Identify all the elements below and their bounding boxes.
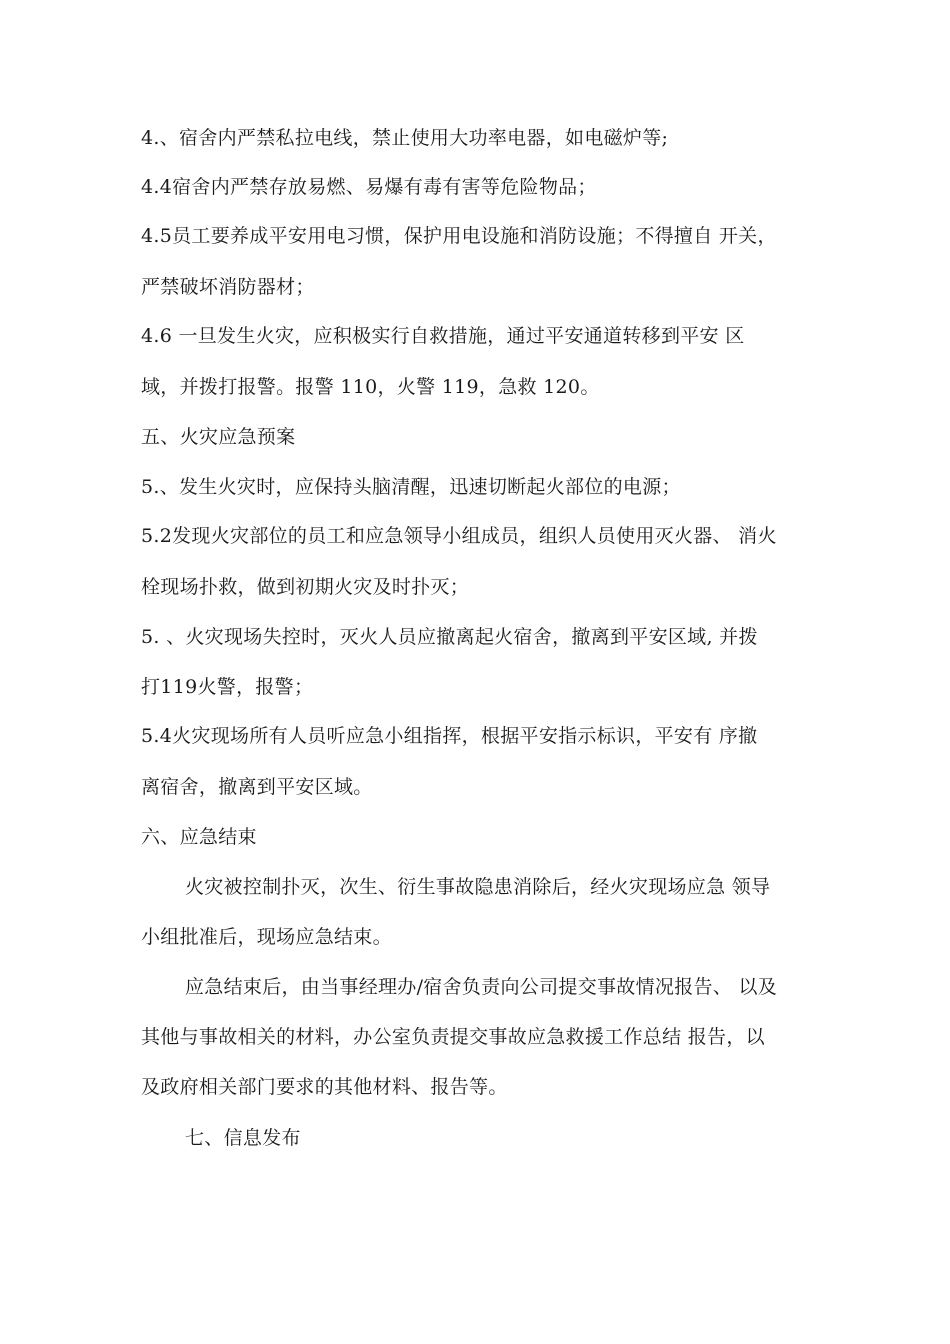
paragraph-5-3-line-1: 5. 、火灾现场失控时，灭火人员应撤离起火宿舍，撤离到平安区域, 并拨 <box>141 626 758 648</box>
paragraph-6-2-line-2: 其他与事故相关的材料，办公室负责提交事故应急救援工作总结 报告，以 <box>141 1026 765 1048</box>
paragraph-4-5-line-1: 4.5员工要养成平安用电习惯，保护用电设施和消防设施；不得擅自 开关， <box>141 225 777 247</box>
paragraph-4-6-line-2: 域，并拨打报警。报警 110，火警 119，急救 120。 <box>141 376 600 398</box>
section-heading-6: 六、应急结束 <box>141 826 257 848</box>
paragraph-4-6-line-1: 4.6 一旦发生火灾，应积极实行自救措施，通过平安通道转移到平安 区 <box>141 325 745 347</box>
paragraph-5-3-line-2: 打119火警，报警； <box>141 676 314 698</box>
paragraph-4-4: 4.4宿舍内严禁存放易燃、易爆有毒有害等危险物品； <box>141 176 597 198</box>
paragraph-6-2-line-1: 应急结束后，由当事经理办/宿舍负责向公司提交事故情况报告、 以及 <box>185 976 778 998</box>
paragraph-6-1-line-2: 小组批准后，现场应急结束。 <box>141 926 392 948</box>
paragraph-6-1-line-1: 火灾被控制扑灭，次生、衍生事故隐患消除后，经火灾现场应急 领导 <box>185 876 771 898</box>
paragraph-4-5-line-2: 严禁破坏消防器材； <box>141 276 315 298</box>
paragraph-6-2-line-3: 及政府相关部门要求的其他材料、报告等。 <box>141 1076 508 1098</box>
paragraph-5-2-line-2: 栓现场扑救，做到初期火灾及时扑灭； <box>141 576 470 598</box>
section-heading-5: 五、火灾应急预案 <box>141 426 296 448</box>
paragraph-5-4-line-1: 5.4火灾现场所有人员听应急小组指挥，根据平安指示标识，平安有 序撤 <box>141 725 758 747</box>
paragraph-5-2-line-1: 5.2发现火灾部位的员工和应急领导小组成员，组织人员使用灭火器、 消火 <box>141 525 777 547</box>
paragraph-5-1: 5.、发生火灾时，应保持头脑清醒，迅速切断起火部位的电源； <box>141 476 681 498</box>
paragraph-4-3: 4.、宿舍内严禁私拉电线，禁止使用大功率电器，如电磁炉等; <box>141 127 669 149</box>
paragraph-5-4-line-2: 离宿舍，撤离到平安区域。 <box>141 776 373 798</box>
section-heading-7: 七、信息发布 <box>185 1127 301 1149</box>
